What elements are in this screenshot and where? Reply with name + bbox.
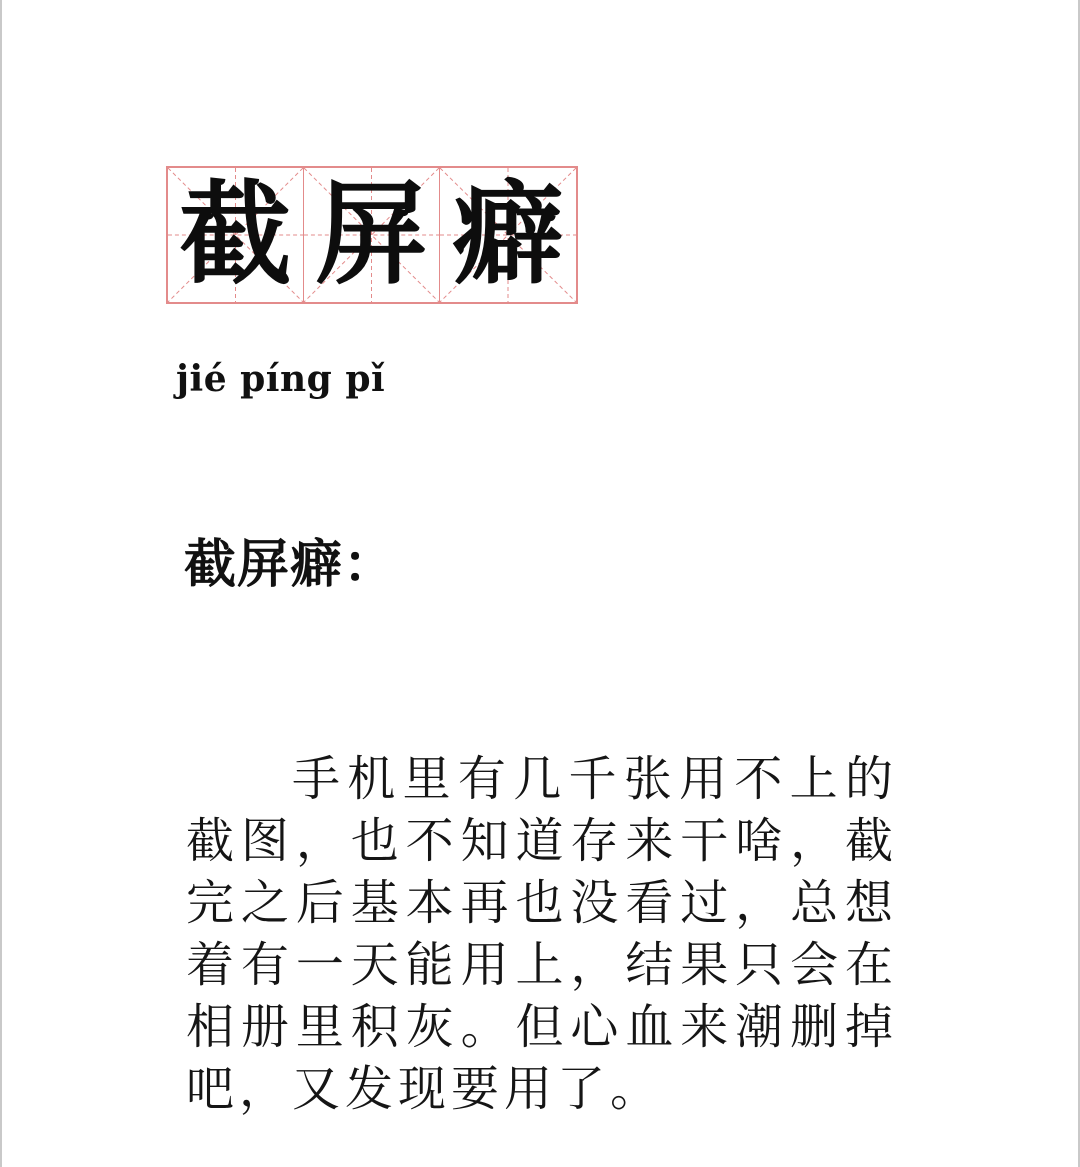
pinyin: jié píng pǐ [176,358,386,400]
grid-cell [304,168,440,302]
title-char: 癖 [452,169,564,300]
subheading: 截屏癖： [184,534,397,595]
page-border-left [0,0,2,1167]
title-char: 屏 [315,169,428,300]
definition-paragraph: 手机里有几千张用不上的截图，也不知道存来干啥，截完之后基本再也没看过，总想着有一天能用上，结果只会在相册里积灰。但心血来潮删掉吧，又发现要用了。 [186,751,898,1117]
title-char: 截 [179,169,292,300]
grid-cell [168,168,304,302]
title-grid [166,166,578,304]
grid-cell [440,168,576,302]
